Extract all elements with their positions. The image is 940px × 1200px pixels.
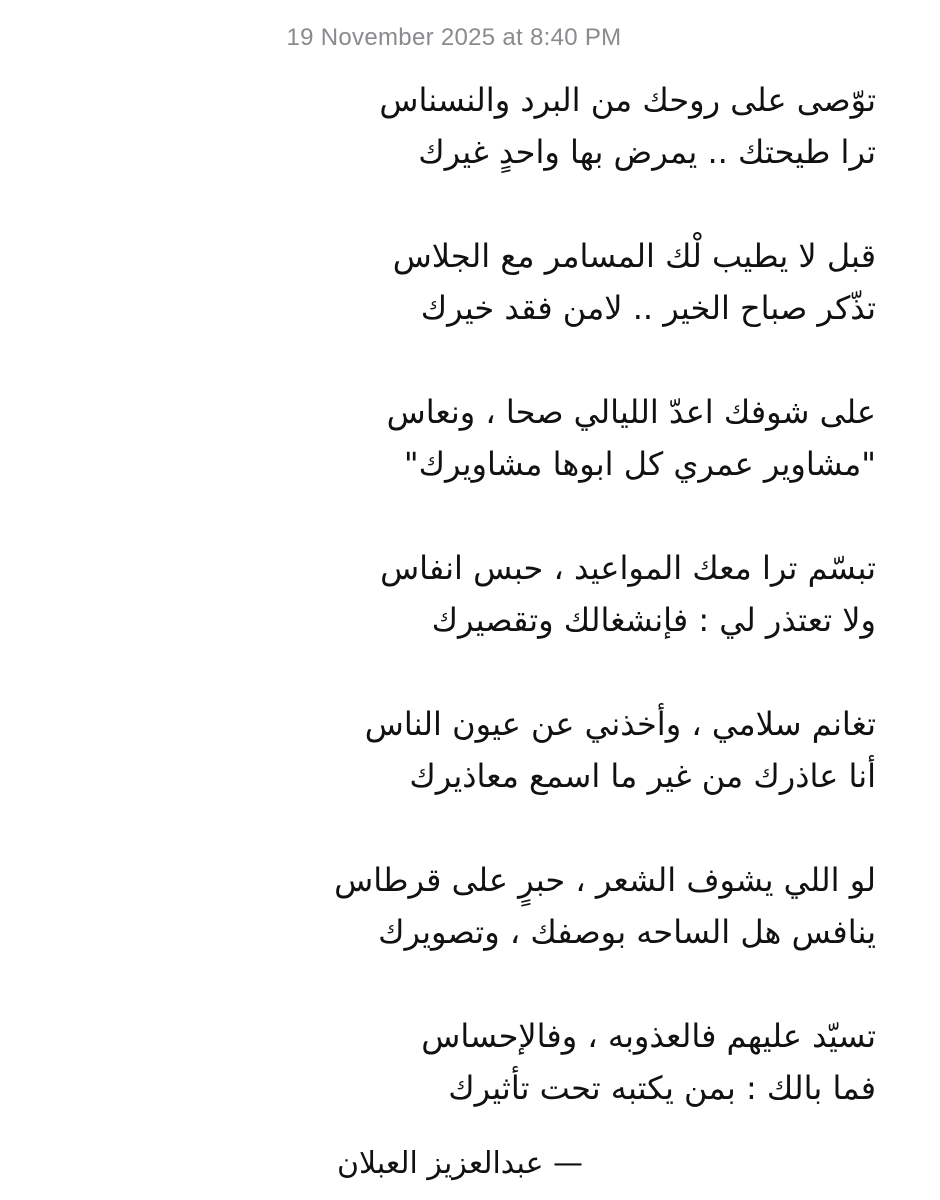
verse-line: ولا تعتذر لي : فإنشغالك وتقصيرك xyxy=(431,601,876,639)
poem-stanza-6 xyxy=(316,854,876,958)
note-timestamp: 19 November 2025 at 8:40 PM xyxy=(286,24,622,51)
verse-line: ينافس هل الساحه بوصفك ، وتصويرك xyxy=(378,913,876,951)
verse-line: تغانم سلامي ، وأخذني عن عيون الناس xyxy=(364,705,876,743)
poem-stanza-2 xyxy=(316,230,876,334)
verse-line: فما بالك : بمن يكتبه تحت تأثيرك xyxy=(448,1069,876,1107)
poem-stanza-7 xyxy=(316,1010,876,1114)
verse-line: تذّكر صباح الخير .. لامن فقد خيرك xyxy=(420,289,876,327)
verse-line: ترا طيحتك .. يمرض بها واحدٍ غيرك xyxy=(418,133,876,171)
note-body[interactable] xyxy=(316,74,876,1166)
verse-line: لو اللي يشوف الشعر ، حبرٍ على قرطاس xyxy=(334,861,876,899)
poet-signature: — عبدالعزيز العبلان xyxy=(336,1146,584,1181)
verse-line: أنا عاذرك من غير ما اسمع معاذيرك xyxy=(409,757,876,795)
poem-stanza-4 xyxy=(316,542,876,646)
verse-line: تبسّم ترا معك المواعيد ، حبس انفاس xyxy=(380,549,876,587)
poem-stanza-5 xyxy=(316,698,876,802)
verse-line: قبل لا يطيب لْك المسامر مع الجلاس xyxy=(392,237,876,275)
verse-line: "مشاوير عمري كل ابوها مشاويرك" xyxy=(403,445,876,483)
poem-stanza-3 xyxy=(316,386,876,490)
poem-stanza-1 xyxy=(316,74,876,178)
verse-line: توّصى على روحك من البرد والنسناس xyxy=(379,81,876,119)
verse-line: تسيّد عليهم فالعذوبه ، وفالإحساس xyxy=(421,1017,876,1055)
verse-line: على شوفك اعدّ الليالي صحا ، ونعاس xyxy=(386,393,876,431)
